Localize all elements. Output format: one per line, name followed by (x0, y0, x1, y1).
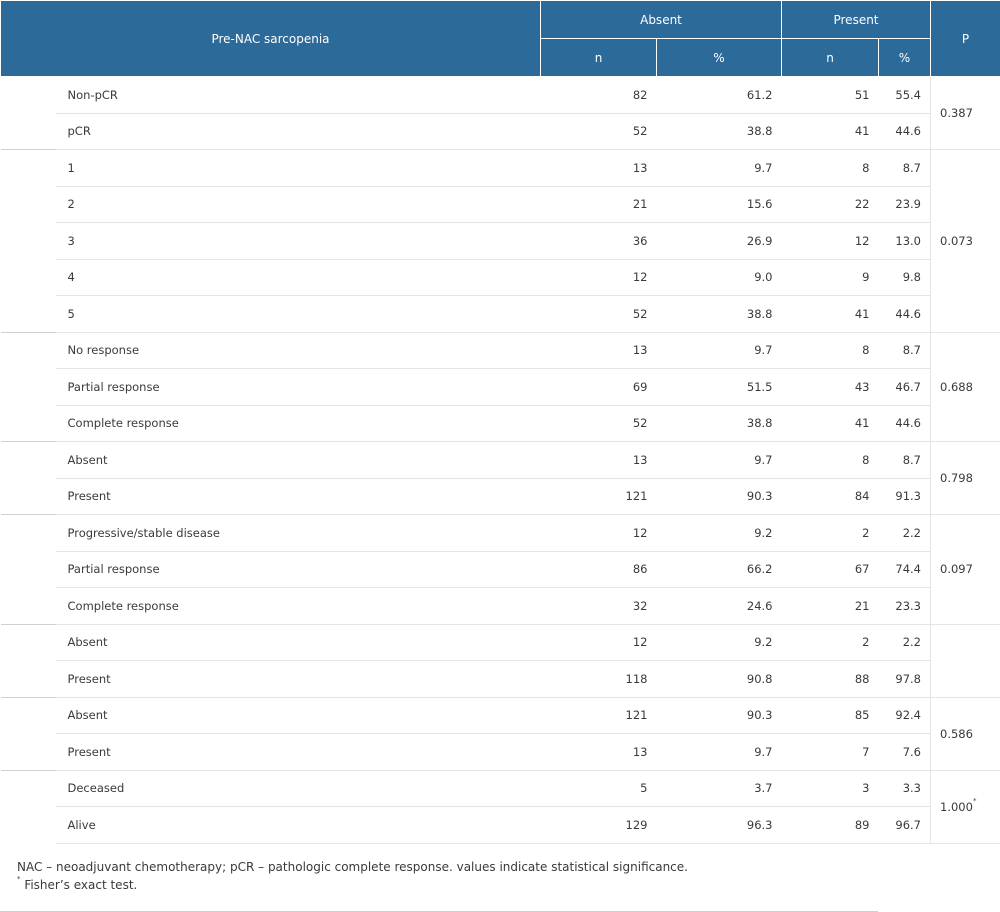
present-pct-cell: 74.4 (879, 551, 931, 588)
header-present: Present (782, 1, 931, 39)
table-row (1, 405, 1000, 442)
row-indent (1, 223, 56, 260)
present-n-cell: 8 (782, 332, 879, 369)
absent-n-cell: 32 (541, 588, 657, 625)
absent-pct-cell: 24.6 (657, 588, 782, 625)
table-row (1, 515, 1000, 552)
table-body (1, 77, 1000, 844)
present-pct-cell: 7.6 (879, 734, 931, 771)
absent-n-cell: 5 (541, 770, 657, 807)
present-pct-cell: 46.7 (879, 369, 931, 406)
absent-n-cell: 82 (541, 77, 657, 114)
row-label: Absent (56, 442, 541, 479)
row-label: Present (56, 661, 541, 698)
table-row (1, 332, 1000, 369)
row-label: Partial response (56, 551, 541, 588)
row-indent (1, 186, 56, 223)
footnote-abbreviations: NAC – neoadjuvant chemotherapy; pCR – pathologic complete response. values indicate statistical significance. (17, 860, 688, 874)
absent-n-cell: 52 (541, 113, 657, 150)
present-pct-cell: 91.3 (879, 478, 931, 515)
row-label: 3 (56, 223, 541, 260)
row-label: Present (56, 734, 541, 771)
row-indent (1, 807, 56, 844)
row-indent (1, 77, 56, 114)
row-label: Alive (56, 807, 541, 844)
p-value-cell (931, 442, 1000, 515)
absent-pct-cell: 9.7 (657, 332, 782, 369)
table-row (1, 624, 1000, 661)
absent-n-cell: 129 (541, 807, 657, 844)
present-pct-cell: 8.7 (879, 150, 931, 187)
present-pct-cell: 97.8 (879, 661, 931, 698)
header-present-n: n (782, 39, 879, 77)
row-indent (1, 113, 56, 150)
p-value: 0.688 (940, 379, 973, 394)
absent-n-cell: 12 (541, 515, 657, 552)
p-value: 0.073 (940, 233, 973, 248)
p-value-cell (931, 77, 1000, 150)
table-row (1, 588, 1000, 625)
present-n-cell: 22 (782, 186, 879, 223)
table-footnotes (0, 845, 878, 912)
table-row (1, 259, 1000, 296)
present-n-cell: 85 (782, 697, 879, 734)
header-absent: Absent (541, 1, 782, 39)
row-indent (1, 551, 56, 588)
present-pct-cell: 44.6 (879, 113, 931, 150)
absent-pct-cell: 9.7 (657, 734, 782, 771)
absent-n-cell: 52 (541, 296, 657, 333)
footnote-fisher-text: Fisher’s exact test. (20, 878, 138, 892)
row-indent (1, 332, 56, 369)
absent-pct-cell: 9.2 (657, 515, 782, 552)
p-value: 0.387 (940, 106, 973, 120)
table-row (1, 150, 1000, 187)
absent-n-cell: 12 (541, 259, 657, 296)
present-n-cell: 8 (782, 150, 879, 187)
absent-pct-cell: 38.8 (657, 296, 782, 333)
present-n-cell: 41 (782, 405, 879, 442)
present-pct-cell: 2.2 (879, 624, 931, 661)
p-value-cell (931, 150, 1000, 333)
absent-pct-cell: 9.7 (657, 442, 782, 479)
absent-pct-cell: 90.8 (657, 661, 782, 698)
footnote-star-mark: * (17, 875, 21, 883)
row-label: Complete response (56, 588, 541, 625)
header-row-title: Pre-NAC sarcopenia (1, 1, 541, 77)
table-row (1, 223, 1000, 260)
row-label: Present (56, 478, 541, 515)
absent-pct-cell: 26.9 (657, 223, 782, 260)
present-pct-cell: 44.6 (879, 405, 931, 442)
absent-pct-cell: 66.2 (657, 551, 782, 588)
present-n-cell: 2 (782, 515, 879, 552)
table-row (1, 734, 1000, 771)
p-value: 1.000 (940, 799, 973, 814)
row-label: 1 (56, 150, 541, 187)
absent-n-cell: 12 (541, 624, 657, 661)
row-label: Absent (56, 697, 541, 734)
row-indent (1, 588, 56, 625)
absent-pct-cell: 9.2 (657, 624, 782, 661)
present-pct-cell: 8.7 (879, 442, 931, 479)
table-row (1, 697, 1000, 734)
header-absent-n: n (541, 39, 657, 77)
row-label: 4 (56, 259, 541, 296)
p-value: 0.097 (940, 562, 973, 577)
table-row (1, 186, 1000, 223)
row-label: Complete response (56, 405, 541, 442)
present-pct-cell: 23.9 (879, 186, 931, 223)
row-label: Deceased (56, 770, 541, 807)
present-n-cell: 8 (782, 442, 879, 479)
table-row (1, 551, 1000, 588)
present-pct-cell: 3.3 (879, 770, 931, 807)
absent-pct-cell: 61.2 (657, 77, 782, 114)
present-n-cell: 12 (782, 223, 879, 260)
absent-n-cell: 69 (541, 369, 657, 406)
present-pct-cell: 8.7 (879, 332, 931, 369)
absent-n-cell: 13 (541, 332, 657, 369)
present-n-cell: 41 (782, 113, 879, 150)
absent-n-cell: 86 (541, 551, 657, 588)
row-indent (1, 478, 56, 515)
absent-pct-cell: 90.3 (657, 478, 782, 515)
absent-pct-cell: 38.8 (657, 113, 782, 150)
absent-pct-cell: 38.8 (657, 405, 782, 442)
table-row (1, 442, 1000, 479)
table-row (1, 369, 1000, 406)
row-indent (1, 734, 56, 771)
p-value-cell (931, 770, 1000, 843)
absent-pct-cell: 90.3 (657, 697, 782, 734)
table-row (1, 296, 1000, 333)
header-absent-pct: % (657, 39, 782, 77)
row-indent (1, 697, 56, 734)
absent-n-cell: 52 (541, 405, 657, 442)
row-indent (1, 369, 56, 406)
row-indent (1, 150, 56, 187)
absent-n-cell: 36 (541, 223, 657, 260)
row-indent (1, 405, 56, 442)
row-indent (1, 624, 56, 661)
header-p: P (931, 1, 1000, 77)
p-value: 0.798 (940, 471, 973, 485)
header-present-pct: % (879, 39, 931, 77)
row-label: pCR (56, 113, 541, 150)
row-label: Progressive/stable disease (56, 515, 541, 552)
present-n-cell: 67 (782, 551, 879, 588)
row-indent (1, 661, 56, 698)
row-indent (1, 770, 56, 807)
present-n-cell: 3 (782, 770, 879, 807)
p-value-cell (931, 332, 1000, 442)
present-n-cell: 84 (782, 478, 879, 515)
present-n-cell: 51 (782, 77, 879, 114)
present-n-cell: 43 (782, 369, 879, 406)
absent-pct-cell: 9.7 (657, 150, 782, 187)
absent-pct-cell: 51.5 (657, 369, 782, 406)
present-pct-cell: 13.0 (879, 223, 931, 260)
absent-n-cell: 121 (541, 478, 657, 515)
row-indent (1, 259, 56, 296)
present-n-cell: 2 (782, 624, 879, 661)
present-n-cell: 21 (782, 588, 879, 625)
p-value-footnote-mark: * (972, 796, 977, 805)
absent-n-cell: 13 (541, 442, 657, 479)
absent-pct-cell: 96.3 (657, 807, 782, 844)
p-value-cell (931, 697, 1000, 770)
row-indent (1, 296, 56, 333)
table-row (1, 113, 1000, 150)
present-pct-cell: 23.3 (879, 588, 931, 625)
present-n-cell: 9 (782, 259, 879, 296)
p-value-cell (931, 515, 1000, 625)
present-n-cell: 41 (782, 296, 879, 333)
absent-n-cell: 13 (541, 150, 657, 187)
table-row (1, 77, 1000, 114)
table-row (1, 770, 1000, 807)
absent-n-cell: 118 (541, 661, 657, 698)
absent-n-cell: 13 (541, 734, 657, 771)
present-n-cell: 7 (782, 734, 879, 771)
table-header (1, 1, 1000, 77)
absent-pct-cell: 9.0 (657, 259, 782, 296)
row-label: Non-pCR (56, 77, 541, 114)
footnote-fisher (17, 875, 138, 892)
present-pct-cell: 44.6 (879, 296, 931, 333)
present-pct-cell: 55.4 (879, 77, 931, 114)
absent-n-cell: 21 (541, 186, 657, 223)
table-row (1, 807, 1000, 844)
table-row (1, 478, 1000, 515)
row-indent (1, 515, 56, 552)
row-label: No response (56, 332, 541, 369)
present-pct-cell: 96.7 (879, 807, 931, 844)
p-value: 0.586 (940, 726, 973, 741)
table-row (1, 661, 1000, 698)
row-indent (1, 442, 56, 479)
present-pct-cell: 2.2 (879, 515, 931, 552)
p-value-cell (931, 624, 1000, 697)
row-label: Absent (56, 624, 541, 661)
present-n-cell: 88 (782, 661, 879, 698)
absent-n-cell: 121 (541, 697, 657, 734)
absent-pct-cell: 15.6 (657, 186, 782, 223)
present-pct-cell: 9.8 (879, 259, 931, 296)
absent-pct-cell: 3.7 (657, 770, 782, 807)
row-label: 2 (56, 186, 541, 223)
present-pct-cell: 92.4 (879, 697, 931, 734)
row-label: Partial response (56, 369, 541, 406)
row-label: 5 (56, 296, 541, 333)
present-n-cell: 89 (782, 807, 879, 844)
